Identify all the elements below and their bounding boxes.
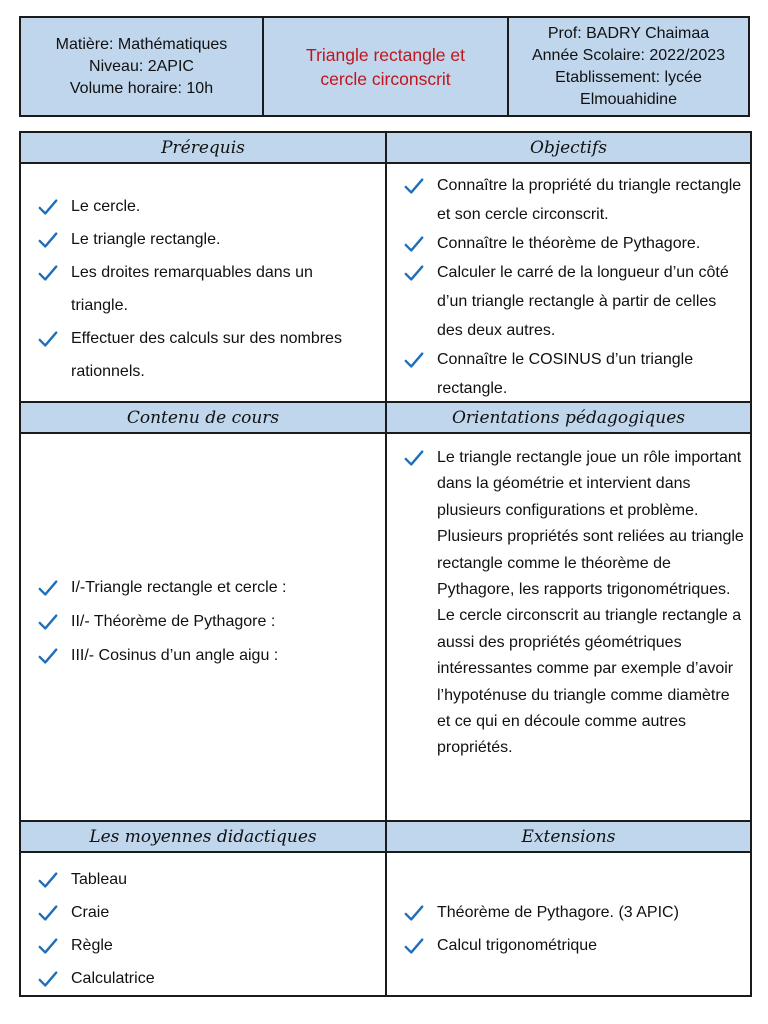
subject: Matière: Mathématiques	[55, 35, 228, 53]
check-icon	[37, 935, 61, 959]
check-icon	[403, 935, 427, 959]
teacher-info	[507, 18, 748, 115]
contenu-header: Contenu de cours	[21, 403, 385, 434]
course-info	[21, 18, 262, 115]
list-item: Le triangle rectangle joue un rôle important dans la géométrie et intervient dans plusieurs configurations et problème. Plusieurs propriétés sont reliées au triangle rectangle comme le théorème de Pythagore, les rapports trigonométriques. Le cercle circonscrit au triangle rectangle a aussi des propriétés géométriques intéressantes comme par exemple d’avoir l’hypoténuse du triangle comme diamètre et ce qui en découle comme autres propriétés.	[395, 445, 745, 762]
prerequis-header: Prérequis	[21, 133, 385, 164]
check-icon	[37, 229, 61, 253]
teacher: Prof: BADRY Chaimaa	[547, 24, 710, 42]
moyennes-list	[29, 863, 369, 995]
moyennes-header: Les moyennes didactiques	[21, 822, 385, 853]
list-item: Calcul trigonométrique	[395, 929, 745, 962]
school: Etablissement: lycée	[555, 68, 702, 86]
check-icon	[37, 869, 61, 893]
check-icon	[403, 262, 427, 286]
list-item: Les droites remarquables dans un triangle.	[29, 256, 369, 322]
list-item: Connaître le théorème de Pythagore.	[395, 229, 745, 258]
check-icon	[37, 262, 61, 286]
prerequis-list	[29, 190, 369, 388]
list-item: Le cercle.	[29, 190, 369, 223]
extensions-header: Extensions	[387, 822, 750, 853]
list-item: Tableau	[29, 863, 369, 896]
objectifs-header: Objectifs	[387, 133, 750, 164]
check-icon	[37, 968, 61, 992]
check-icon	[37, 645, 61, 669]
check-icon	[37, 328, 61, 352]
list-item: Théorème de Pythagore. (3 APIC)	[395, 896, 745, 929]
list-item: Effectuer des calculs sur des nombres rationnels.	[29, 322, 369, 388]
check-icon	[403, 233, 427, 257]
list-item: II/- Théorème de Pythagore :	[29, 605, 369, 639]
hours: Volume horaire: 10h	[69, 79, 214, 97]
list-item: Connaître le COSINUS d’un triangle rectangle.	[395, 345, 745, 403]
orientations-header: Orientations pédagogiques	[387, 403, 750, 434]
check-icon	[37, 902, 61, 926]
list-item: Calculatrice	[29, 962, 369, 995]
list-item: I/-Triangle rectangle et cercle :	[29, 571, 369, 605]
school-name: Elmouahidine	[580, 90, 677, 108]
contenu-list	[29, 571, 369, 673]
list-item: Règle	[29, 929, 369, 962]
header-table	[19, 16, 750, 117]
check-icon	[37, 196, 61, 220]
objectifs-list	[395, 171, 745, 403]
lesson-title-line-2: cercle circonscrit	[320, 68, 451, 89]
list-item: Calculer le carré de la longueur d’un côté d’un triangle rectangle à partir de celles des deux autres.	[395, 258, 745, 345]
lesson-title-line-1: Triangle rectangle et	[306, 44, 465, 65]
level: Niveau: 2APIC	[89, 57, 194, 75]
check-icon	[403, 902, 427, 926]
list-item: Craie	[29, 896, 369, 929]
check-icon	[403, 349, 427, 373]
orientations-list	[395, 445, 745, 762]
list-item: Connaître la propriété du triangle rectangle et son cercle circonscrit.	[395, 171, 745, 229]
list-item: III/- Cosinus d’un angle aigu :	[29, 639, 369, 673]
lesson-plan-table	[19, 131, 752, 997]
check-icon	[37, 611, 61, 635]
school-year: Année Scolaire: 2022/2023	[531, 46, 726, 64]
extensions-list	[395, 896, 745, 962]
check-icon	[37, 577, 61, 601]
list-item: Le triangle rectangle.	[29, 223, 369, 256]
check-icon	[403, 175, 427, 199]
check-icon	[403, 447, 427, 471]
column-divider	[385, 133, 387, 995]
lesson-title	[262, 18, 507, 115]
